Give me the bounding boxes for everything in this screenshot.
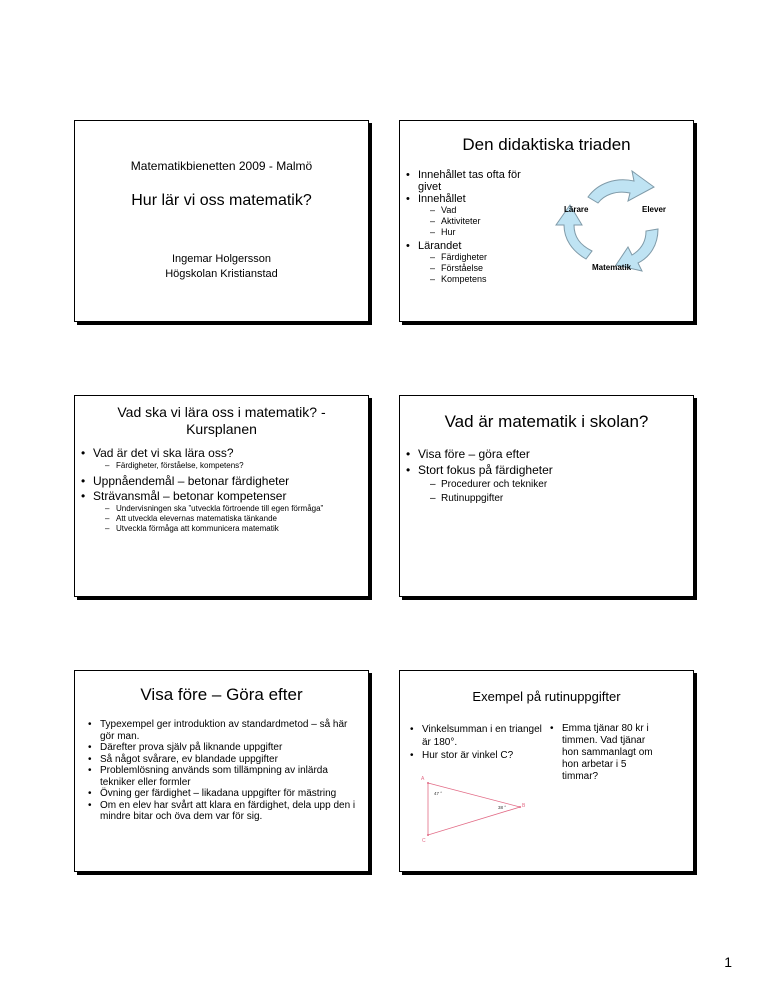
page-number: 1 [724, 954, 732, 970]
bullet-item: • Så något svårare, ev blandade uppgifter [88, 754, 360, 766]
vertex-label-c: C [422, 838, 426, 843]
event-name: Matematikbienetten 2009 - Malmö [130, 159, 313, 173]
vertex-label-a: A [421, 776, 425, 782]
sub-item: – Undervisningen ska ”utveckla förtroende till egen förmåga” [105, 504, 361, 514]
sub-list [418, 252, 546, 285]
bullet-item: • Om en elev har svårt att klara en färdighet, dela upp den i mindre bitar och öva dem var för sig. [88, 800, 360, 823]
slide-title: Visa före – Göra efter [140, 685, 303, 704]
sub-item: – Färdigheter, förståelse, kompetens? [105, 461, 361, 471]
bullet-item [81, 489, 361, 534]
slide-6 [399, 670, 694, 872]
slide-5 [74, 670, 369, 872]
slide-title: Hur lär vi oss matematik? [131, 192, 312, 209]
bullet-item [406, 240, 546, 285]
bullet-list [406, 169, 546, 285]
left-bullet-list [410, 723, 542, 762]
bullet-list [81, 446, 361, 534]
bullet-item [81, 474, 361, 489]
bullet-item: • Övning ger färdighet – likadana uppgifter för mästring [88, 788, 360, 800]
sub-item: – Aktiviteter [430, 216, 546, 227]
slide-title: Den didaktiska triaden [462, 135, 631, 154]
sub-item: – Vad [430, 205, 546, 216]
bullet-item: • Typexempel ger introduktion av standardmetod – så här gör man. [88, 719, 360, 742]
triad-diagram [550, 167, 690, 277]
slide-1 [74, 120, 369, 322]
sub-item: – Utveckla förmåga att kommunicera matematik [105, 524, 361, 534]
triad-label-teacher: Lärare [564, 205, 589, 214]
bullet-text: Stort fokus på färdigheter [418, 463, 553, 477]
sub-list [418, 205, 546, 238]
sub-item: – Rutinuppgifter [430, 492, 686, 506]
sub-item: – Förståelse [430, 263, 546, 274]
sub-item: – Procedurer och tekniker [430, 478, 686, 492]
right-bullet-list [550, 723, 660, 783]
bullet-text: Lärandet [418, 240, 462, 252]
slide-4 [399, 395, 694, 597]
sub-list [418, 478, 686, 506]
triad-label-mathematics: Matematik [592, 263, 632, 272]
affiliation: Högskolan Kristianstad [165, 268, 278, 280]
bullet-item: • Emma tjänar 80 kr i timmen. Vad tjänar hon sammanlagt om hon arbetar i 5 timmar? [550, 723, 660, 783]
bullet-item: • Hur stor är vinkel C? [410, 749, 542, 762]
bullet-item: • Visa före – göra efter [406, 446, 686, 462]
triad-label-students: Elever [642, 205, 667, 214]
bullet-item [406, 193, 546, 238]
bullet-item [406, 462, 686, 506]
bullet-text: Uppnåendemål – betonar färdigheter [93, 474, 290, 488]
bullet-item: • Vinkelsumman i en triangel är 180°. [410, 723, 542, 749]
bullet-list [406, 446, 686, 506]
sub-list [93, 461, 361, 471]
angle-b-label: 38 ° [498, 805, 507, 810]
angle-a-label: 47 ° [434, 791, 443, 796]
slide-title: Exempel på rutinuppgifter [472, 689, 621, 704]
bullet-item: • Problemlösning används som tillämpning av inlärda tekniker eller formler [88, 765, 360, 788]
slide-3 [74, 395, 369, 597]
slide-title: Vad är matematik i skolan? [444, 412, 649, 431]
cycle-arrow-top [588, 171, 654, 203]
bullet-text: Innehållet [418, 193, 466, 205]
sub-list [93, 504, 361, 534]
bullet-item: • Därefter prova själv på liknande uppgifter [88, 742, 360, 754]
author-name: Ingemar Holgersson [171, 253, 272, 265]
sub-item: – Hur [430, 227, 546, 238]
bullet-text: Innehållet tas ofta för givet [418, 169, 521, 193]
bullet-text: Strävansmål – betonar kompetenser [93, 489, 287, 503]
triangle-figure [418, 773, 538, 843]
sub-item: – Att utveckla elevernas matematiska tänkande [105, 514, 361, 524]
slide-2 [399, 120, 694, 322]
vertex-label-b: B [522, 803, 526, 809]
bullet-text: Vad är det vi ska lära oss? [93, 446, 234, 460]
bullet-list [88, 719, 360, 823]
sub-item: – Kompetens [430, 274, 546, 285]
bullet-item [406, 169, 546, 193]
bullet-item [81, 446, 361, 471]
slide-title: Vad ska vi lära oss i matematik? - Kursplanen [117, 404, 326, 437]
sub-item: – Färdigheter [430, 252, 546, 263]
